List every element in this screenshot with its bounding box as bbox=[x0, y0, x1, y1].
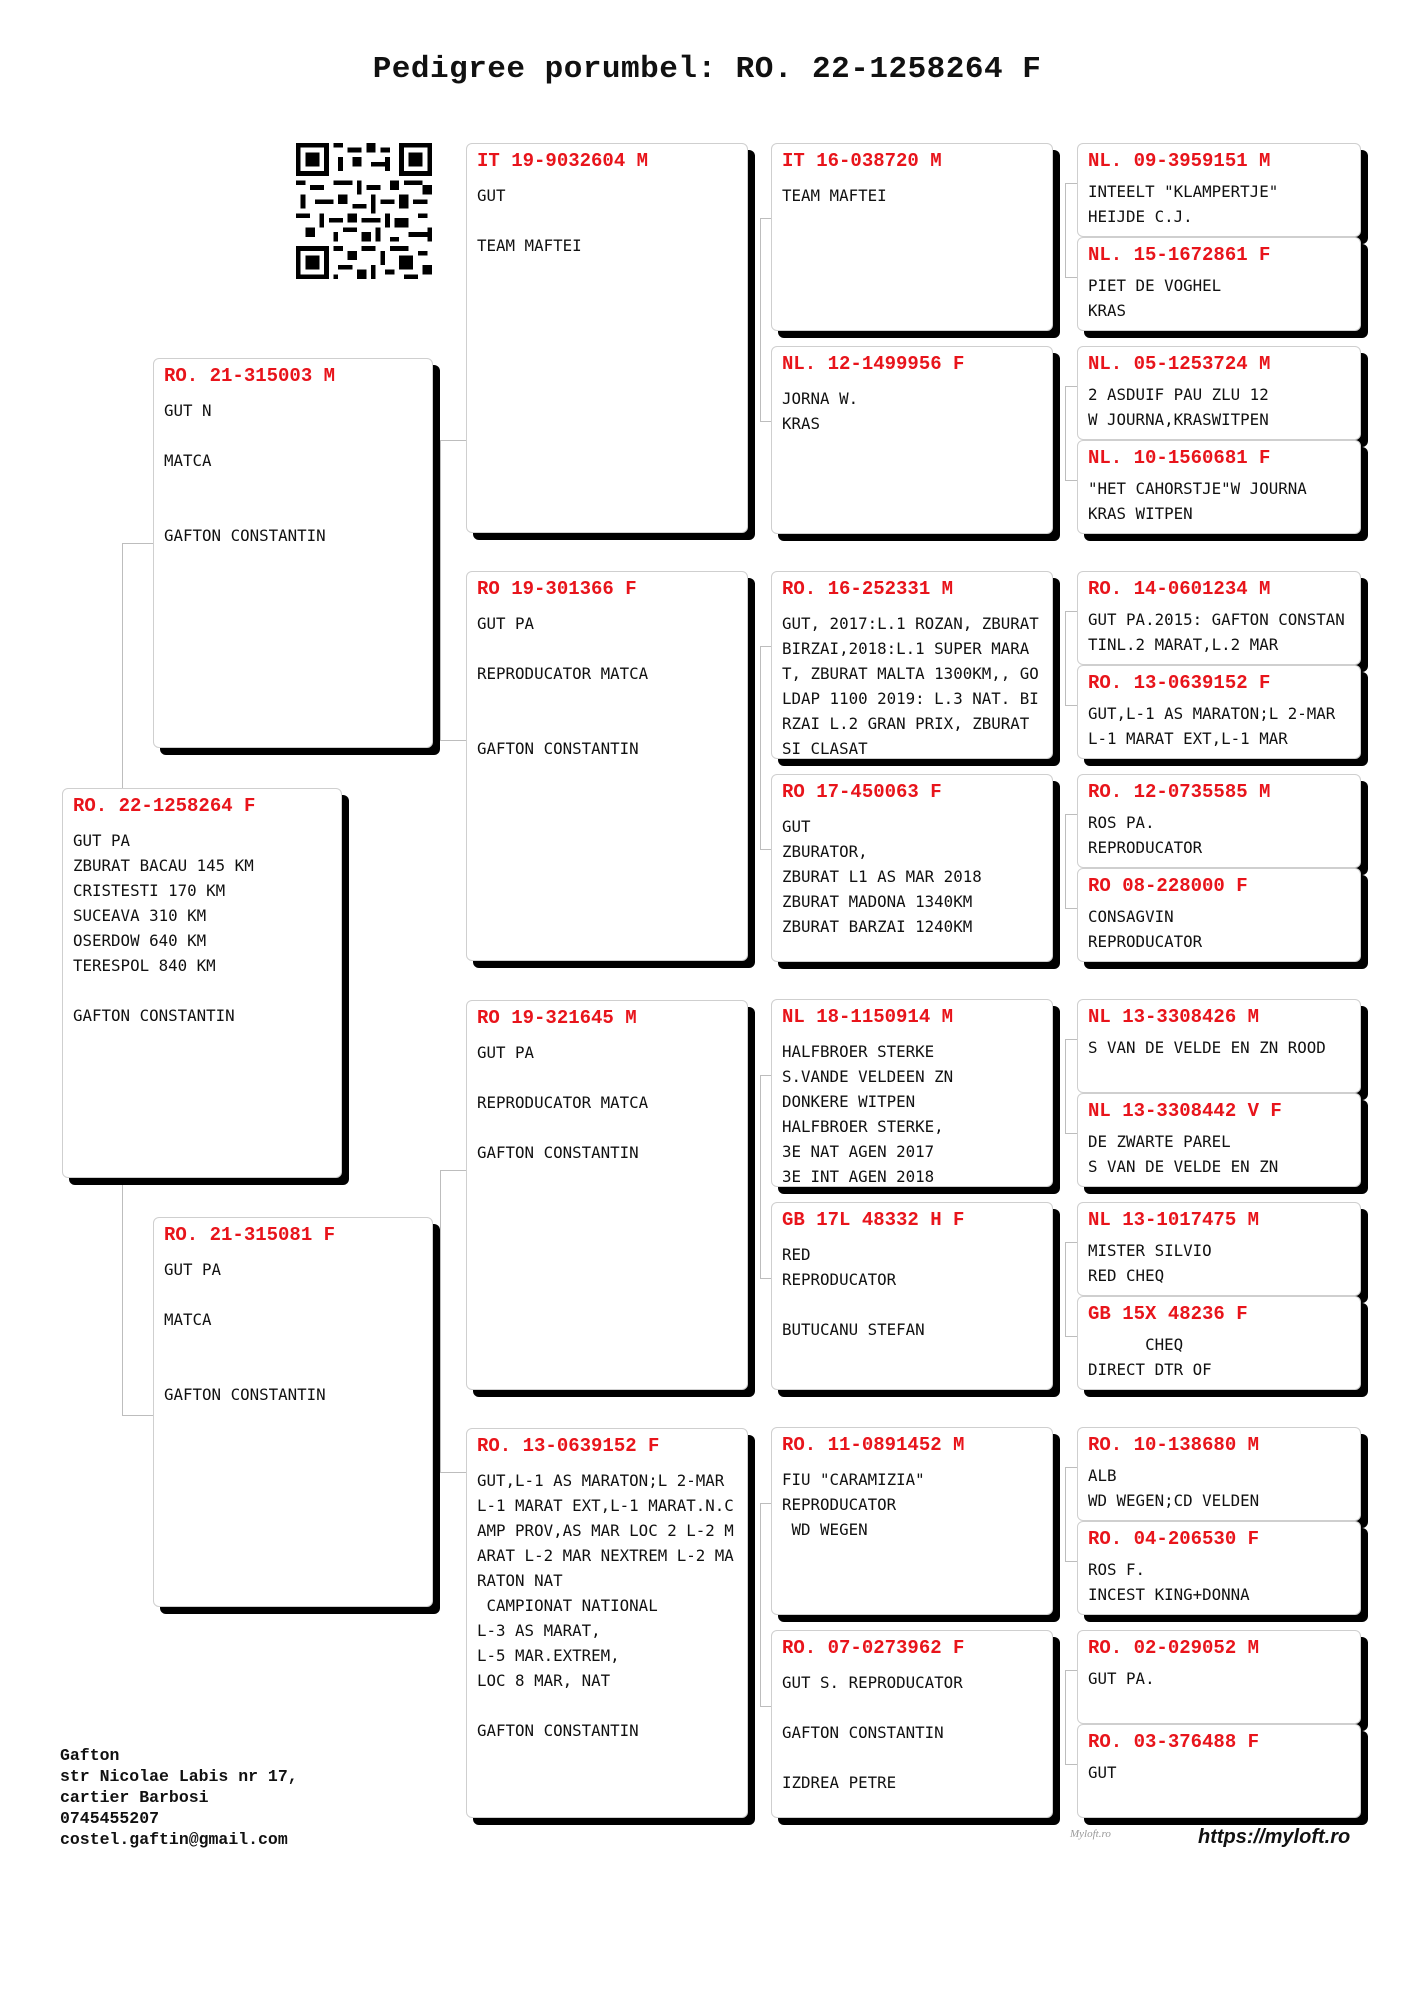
pigeon-notes: GUT PA. bbox=[1088, 1669, 1155, 1688]
connector-line bbox=[760, 1503, 771, 1504]
ring-number: RO 17-450063 F bbox=[782, 781, 942, 803]
connector-line bbox=[1065, 611, 1066, 705]
connector-line bbox=[760, 218, 771, 219]
ring-number: NL. 10-1560681 F bbox=[1088, 447, 1271, 469]
connector-line bbox=[1065, 277, 1077, 278]
connector-line bbox=[1065, 814, 1066, 908]
pigeon-notes: CONSAGVIN REPRODUCATOR bbox=[1088, 907, 1203, 951]
ring-number: RO. 03-376488 F bbox=[1088, 1731, 1260, 1753]
pedigree-card-grandparent bbox=[466, 1000, 748, 1390]
ring-number: RO. 02-029052 M bbox=[1088, 1637, 1260, 1659]
pedigree-card-parent bbox=[153, 1217, 433, 1607]
pigeon-notes: GUT, 2017:L.1 ROZAN, ZBURAT BIRZAI,2018:L.1 SUPER MARAT, ZBURAT MALTA 1300KM,, GOLDAP 1100 2019: L.3 NAT. BIRZAI L.2 GRAN PRIX, ZBURAT SI CLASAT bbox=[782, 614, 1049, 758]
connector-line bbox=[440, 440, 466, 441]
ring-number: RO 08-228000 F bbox=[1088, 875, 1248, 897]
connector-line bbox=[760, 1503, 761, 1706]
pigeon-notes: GUT,L-1 AS MARATON;L 2-MAR L-1 MARAT EXT,L-1 MARAT.N.CAMP PROV,AS MAR LOC 2 L-2 MARAT L-2 MAR NEXTREM L-2 MARATON NAT CAMPIONAT NATIONAL L-3 AS MARAT, L-5 MAR.EXTREM, LOC 8 MAR, NAT GAFTON CONSTANTIN bbox=[477, 1471, 734, 1740]
connector-line bbox=[1065, 1467, 1077, 1468]
pigeon-notes: GUT PA REPRODUCATOR MATCA GAFTON CONSTANTIN bbox=[477, 614, 649, 758]
connector-line bbox=[760, 646, 771, 647]
connector-line bbox=[440, 1170, 466, 1171]
pigeon-notes: 2 ASDUIF PAU ZLU 12 W JOURNA,KRASWITPEN bbox=[1088, 385, 1269, 429]
pedigree-card-gg-grandparent bbox=[1077, 999, 1361, 1093]
connector-line bbox=[760, 218, 761, 421]
ring-number: RO. 10-138680 M bbox=[1088, 1434, 1260, 1456]
pigeon-notes: CHEQ DIRECT DTR OF bbox=[1088, 1335, 1212, 1379]
pigeon-notes: GUT TEAM MAFTEI bbox=[477, 186, 582, 255]
connector-line bbox=[760, 1706, 771, 1707]
pigeon-notes: ROS F. INCEST KING+DONNA bbox=[1088, 1560, 1250, 1604]
ring-number: NL 13-3308442 V F bbox=[1088, 1100, 1282, 1122]
ring-number: RO. 14-0601234 M bbox=[1088, 578, 1271, 600]
pigeon-notes: "HET CAHORSTJE"W JOURNA KRAS WITPEN bbox=[1088, 479, 1307, 523]
pigeon-notes: GUT,L-1 AS MARATON;L 2-MAR L-1 MARAT EXT,L-1 MAR bbox=[1088, 704, 1345, 748]
pigeon-notes: TEAM MAFTEI bbox=[782, 186, 887, 205]
ring-number: RO. 12-0735585 M bbox=[1088, 781, 1271, 803]
ring-number: NL. 12-1499956 F bbox=[782, 353, 965, 375]
ring-number: NL 18-1150914 M bbox=[782, 1006, 954, 1028]
pigeon-notes: ALB WD WEGEN;CD VELDEN bbox=[1088, 1466, 1260, 1510]
pigeon-notes: DE ZWARTE PAREL S VAN DE VELDE EN ZN bbox=[1088, 1132, 1279, 1176]
connector-line bbox=[1065, 611, 1077, 612]
connector-line bbox=[760, 646, 761, 849]
pedigree-card-great-grandparent bbox=[771, 774, 1053, 962]
ring-number: RO. 22-1258264 F bbox=[73, 795, 256, 817]
connector-line bbox=[1065, 1242, 1066, 1336]
connector-line bbox=[1065, 1039, 1066, 1133]
pedigree-card-gg-grandparent bbox=[1077, 571, 1361, 665]
pigeon-notes: GUT S. REPRODUCATOR GAFTON CONSTANTIN IZDREA PETRE bbox=[782, 1673, 963, 1792]
pigeon-notes: GUT ZBURATOR, ZBURAT L1 AS MAR 2018 ZBURAT MADONA 1340KM ZBURAT BARZAI 1240KM bbox=[782, 817, 982, 936]
pigeon-notes: GUT PA ZBURAT BACAU 145 KM CRISTESTI 170 KM SUCEAVA 310 KM OSERDOW 640 KM TERESPOL 840 KM GAFTON CONSTANTIN bbox=[73, 831, 254, 1025]
ring-number: RO 19-301366 F bbox=[477, 578, 637, 600]
pigeon-notes: FIU "CARAMIZIA" REPRODUCATOR WD WEGEN bbox=[782, 1470, 925, 1539]
pedigree-card-gg-grandparent bbox=[1077, 143, 1361, 237]
pedigree-card-gg-grandparent bbox=[1077, 1296, 1361, 1390]
pedigree-card-subject bbox=[62, 788, 342, 1178]
pedigree-card-great-grandparent bbox=[771, 1630, 1053, 1818]
pigeon-notes: GUT PA.2015: GAFTON CONSTANTINL.2 MARAT,L.2 MAR bbox=[1088, 610, 1345, 654]
pedigree-card-great-grandparent bbox=[771, 999, 1053, 1187]
ring-number: RO. 21-315003 M bbox=[164, 365, 336, 387]
connector-line bbox=[440, 1472, 466, 1473]
pigeon-notes: GUT N MATCA GAFTON CONSTANTIN bbox=[164, 401, 326, 545]
pedigree-card-grandparent bbox=[466, 1428, 748, 1818]
ring-number: GB 15X 48236 F bbox=[1088, 1303, 1248, 1325]
connector-line bbox=[1065, 1670, 1077, 1671]
pigeon-notes: RED REPRODUCATOR BUTUCANU STEFAN bbox=[782, 1245, 925, 1339]
connector-line bbox=[440, 740, 466, 741]
pedigree-card-gg-grandparent bbox=[1077, 1630, 1361, 1724]
connector-line bbox=[1065, 1467, 1066, 1561]
contact-info: Gafton str Nicolae Labis nr 17, cartier Barbosi 0745455207 costel.gaftin@gmail.com bbox=[60, 1746, 298, 1849]
connector-line bbox=[1065, 814, 1077, 815]
ring-number: IT 16-038720 M bbox=[782, 150, 942, 172]
pedigree-card-gg-grandparent bbox=[1077, 1724, 1361, 1818]
ring-number: RO 19-321645 M bbox=[477, 1007, 637, 1029]
qr-code-icon bbox=[296, 143, 432, 279]
connector-line bbox=[122, 1178, 123, 1415]
connector-line bbox=[440, 1170, 441, 1472]
ring-number: IT 19-9032604 M bbox=[477, 150, 649, 172]
connector-line bbox=[1065, 1242, 1077, 1243]
pedigree-card-great-grandparent bbox=[771, 571, 1053, 759]
pedigree-card-gg-grandparent bbox=[1077, 237, 1361, 331]
connector-line bbox=[122, 543, 153, 544]
connector-line bbox=[1065, 705, 1077, 706]
ring-number: RO. 21-315081 F bbox=[164, 1224, 336, 1246]
pigeon-notes: GUT bbox=[1088, 1763, 1117, 1782]
pigeon-notes: S VAN DE VELDE EN ZN ROOD bbox=[1088, 1038, 1326, 1057]
pigeon-notes: GUT PA MATCA GAFTON CONSTANTIN bbox=[164, 1260, 326, 1404]
connector-line bbox=[760, 421, 771, 422]
pedigree-card-great-grandparent bbox=[771, 1427, 1053, 1615]
pedigree-card-great-grandparent bbox=[771, 346, 1053, 534]
myloft-logo: Myloft.ro bbox=[1070, 1828, 1111, 1840]
ring-number: RO. 07-0273962 F bbox=[782, 1637, 965, 1659]
connector-line bbox=[1065, 183, 1077, 184]
pedigree-card-gg-grandparent bbox=[1077, 868, 1361, 962]
connector-line bbox=[1065, 386, 1066, 480]
pigeon-notes: GUT PA REPRODUCATOR MATCA GAFTON CONSTANTIN bbox=[477, 1043, 649, 1162]
connector-line bbox=[1065, 1764, 1077, 1765]
connector-line bbox=[760, 1075, 761, 1278]
connector-line bbox=[122, 1415, 153, 1416]
ring-number: RO. 11-0891452 M bbox=[782, 1434, 965, 1456]
pigeon-notes: JORNA W. KRAS bbox=[782, 389, 859, 433]
connector-line bbox=[760, 1278, 771, 1279]
connector-line bbox=[1065, 1561, 1077, 1562]
connector-line bbox=[122, 543, 123, 788]
connector-line bbox=[1065, 1133, 1077, 1134]
pigeon-notes: PIET DE VOGHEL KRAS bbox=[1088, 276, 1222, 320]
page-title: Pedigree porumbel: RO. 22-1258264 F bbox=[372, 52, 1042, 87]
ring-number: RO. 16-252331 M bbox=[782, 578, 954, 600]
pedigree-card-great-grandparent bbox=[771, 1202, 1053, 1390]
pedigree-card-parent bbox=[153, 358, 433, 748]
pigeon-notes: MISTER SILVIO RED CHEQ bbox=[1088, 1241, 1212, 1285]
ring-number: GB 17L 48332 H F bbox=[782, 1209, 965, 1231]
pedigree-card-gg-grandparent bbox=[1077, 1093, 1361, 1187]
connector-line bbox=[1065, 480, 1077, 481]
connector-line bbox=[1065, 183, 1066, 277]
connector-line bbox=[1065, 386, 1077, 387]
ring-number: NL 13-1017475 M bbox=[1088, 1209, 1260, 1231]
website-link[interactable]: https://myloft.ro bbox=[1198, 1826, 1351, 1848]
pedigree-card-gg-grandparent bbox=[1077, 774, 1361, 868]
ring-number: NL. 15-1672861 F bbox=[1088, 244, 1271, 266]
ring-number: RO. 13-0639152 F bbox=[1088, 672, 1271, 694]
connector-line bbox=[1065, 1670, 1066, 1764]
pigeon-notes: INTEELT "KLAMPERTJE" HEIJDE C.J. bbox=[1088, 182, 1279, 226]
ring-number: NL 13-3308426 M bbox=[1088, 1006, 1260, 1028]
pedigree-card-great-grandparent bbox=[771, 143, 1053, 331]
connector-line bbox=[1065, 908, 1077, 909]
pedigree-card-gg-grandparent bbox=[1077, 346, 1361, 440]
pedigree-card-grandparent bbox=[466, 571, 748, 961]
connector-line bbox=[440, 440, 441, 740]
pedigree-card-grandparent bbox=[466, 143, 748, 533]
pigeon-notes: ROS PA. REPRODUCATOR bbox=[1088, 813, 1203, 857]
pedigree-card-gg-grandparent bbox=[1077, 1202, 1361, 1296]
ring-number: NL. 09-3959151 M bbox=[1088, 150, 1271, 172]
pedigree-card-gg-grandparent bbox=[1077, 1521, 1361, 1615]
connector-line bbox=[1065, 1039, 1077, 1040]
pedigree-card-gg-grandparent bbox=[1077, 665, 1361, 759]
pigeon-notes: HALFBROER STERKE S.VANDE VELDEEN ZN DONKERE WITPEN HALFBROER STERKE, 3E NAT AGEN 2017 3E INT AGEN 2018 bbox=[782, 1042, 954, 1186]
connector-line bbox=[1065, 1336, 1077, 1337]
ring-number: RO. 04-206530 F bbox=[1088, 1528, 1260, 1550]
connector-line bbox=[760, 849, 771, 850]
ring-number: NL. 05-1253724 M bbox=[1088, 353, 1271, 375]
ring-number: RO. 13-0639152 F bbox=[477, 1435, 660, 1457]
pedigree-card-gg-grandparent bbox=[1077, 1427, 1361, 1521]
pedigree-card-gg-grandparent bbox=[1077, 440, 1361, 534]
connector-line bbox=[760, 1075, 771, 1076]
